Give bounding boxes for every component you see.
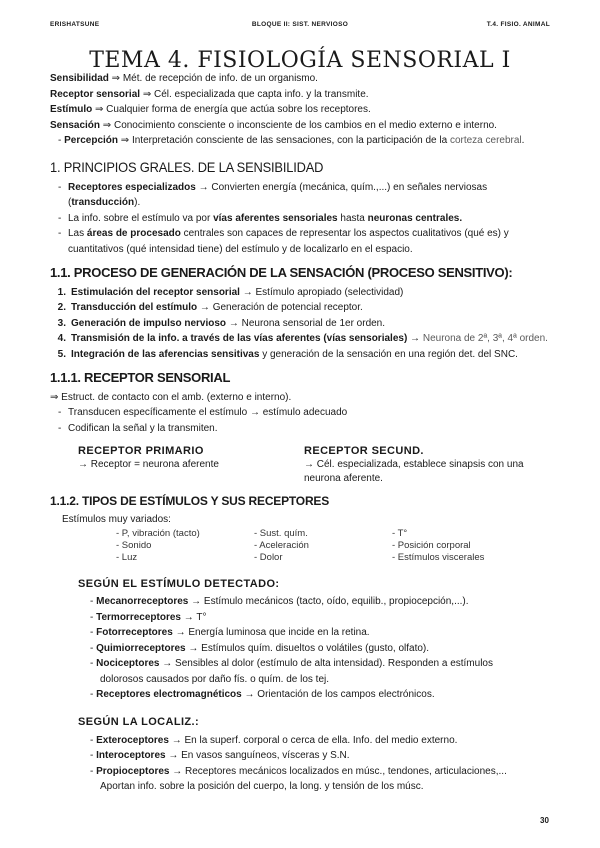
list-item: - Codifican la señal y la transmiten. (58, 422, 218, 434)
document-body (50, 71, 575, 794)
text-line: Estímulos muy variados: (62, 514, 171, 525)
def-sensacion: Sensación ⇒ Conocimiento consciente o inconsciente de los cambios en el medio externo e interno. (50, 119, 497, 131)
list-item: - Exteroceptores → En la superf. corporal o cerca de ella. Info. del medio externo. (90, 734, 458, 746)
section-1-1-2-heading: 1.1.2. TIPOS DE ESTÍMULOS Y SUS RECEPTORES (50, 494, 330, 508)
page-header (50, 20, 550, 32)
list-item: - P, vibración (tacto) (116, 527, 200, 539)
receptor-primario: RECEPTOR PRIMARIO → Receptor = neurona aferente (78, 445, 219, 470)
list-item: - Sust. quím. (254, 527, 308, 539)
receptor-types (50, 444, 575, 486)
list-item: - Dolor (254, 551, 283, 563)
list-item: - Estímulos viscerales (392, 551, 485, 563)
numbered-item: 1. Estimulación del receptor sensorial → Estímulo apropiado (selectividad) (57, 286, 404, 298)
list-item: - Las áreas de procesado centrales son capaces de representar los aspectos cualitativos (qué es) y (58, 228, 509, 239)
page-title: TEMA 4. FISIOLOGÍA SENSORIAL I (89, 48, 511, 73)
header-block: BLOQUE II: SIST. NERVIOSO (251, 21, 349, 28)
stimulus-grid (50, 528, 575, 564)
list-item: - Mecanorreceptores → Estímulo mecánicos (tacto, oído, equilib., propiocepción,...). (90, 596, 469, 607)
list-item: - Nociceptores → Sensibles al dolor (estímulo de alta intensidad). Responden a estímulos (90, 658, 493, 669)
list-item: - La info. sobre el estímulo va por vías aferentes sensoriales hasta neuronas centrales. (58, 212, 463, 224)
numbered-item: 5. Integración de las aferencias sensitivas y generación de la sensación en una región det. del SNC. (57, 348, 518, 360)
numbered-item: 4. Transmisión de la info. a través de las vías aferentes (vías sensoriales) → Neurona de 2ª, 3ª, 4ª orden. (57, 333, 548, 344)
list-item-cont: cuantitativos (qué intensidad tiene) del estímulo y de localizarlo en el espacio. (68, 243, 413, 255)
list-item: - Luz (116, 551, 138, 563)
list-item-cont: Aportan info. sobre la posición del cuerpo, la long. y tensión de los músc. (100, 781, 424, 792)
list-item: - Transducen específicamente el estímulo → estímulo adecuado (58, 407, 348, 418)
list-item: - Sonido (116, 539, 152, 551)
header-topic: T.4. FISIO. ANIMAL (486, 21, 550, 28)
receptor-secundario: RECEPTOR SECUND. → Cél. especializada, establece sinapsis con una neurona aferente. (304, 445, 524, 484)
text-line: ⇒ Estruct. de contacto con el amb. (externo e interno). (50, 391, 292, 403)
header-author: ERISHATSUNE (50, 21, 100, 28)
list-item: - Quimiorreceptores → Estímulos quím. disueltos o volátiles (gusto, olfato). (90, 642, 430, 654)
def-sensibilidad: Sensibilidad ⇒ Mét. de recepción de info. de un organismo. (50, 73, 318, 84)
section-1-heading: 1. PRINCIPIOS GRALES. DE LA SENSIBILIDAD (50, 158, 324, 175)
list-item: - Posición corporal (392, 539, 471, 551)
def-receptor: Receptor sensorial ⇒ Cél. especializada que capta info. y la transmite. (50, 88, 369, 100)
segun-estimulo-heading: SEGÚN EL ESTÍMULO DETECTADO: (78, 577, 280, 590)
list-item: - Propioceptores → Receptores mecánicos localizados en músc., tendones, articulaciones,... (90, 765, 507, 777)
def-estimulo: Estímulo ⇒ Cualquier forma de energía que actúa sobre los receptores. (50, 104, 371, 115)
list-item: - T° (392, 527, 408, 539)
list-item: - Aceleración (254, 539, 309, 551)
numbered-item: 2. Transducción del estímulo → Generación de potencial receptor. (57, 302, 363, 313)
def-percepcion: - Percepción ⇒ Interpretación consciente de las sensaciones, con la participación de la corteza cerebral. (58, 135, 525, 146)
list-item: - Fotorreceptores → Energía luminosa que incide en la retina. (90, 627, 370, 638)
list-item-cont: dolorosos causados por daño fís. o quím. de los tej. (100, 673, 330, 685)
list-item: - Receptores electromagnéticos → Orientación de los campos electrónicos. (90, 688, 435, 700)
segun-localiz-heading: SEGÚN LA LOCALIZ.: (78, 716, 200, 728)
page-number: 30 (540, 816, 549, 825)
section-1-1-heading: 1.1. PROCESO DE GENERACIÓN DE LA SENSACIÓN (PROCESO SENSITIVO): (50, 265, 513, 280)
section-1-1-1-heading: 1.1.1. RECEPTOR SENSORIAL (50, 370, 231, 385)
numbered-item: 3. Generación de impulso nervioso → Neurona sensorial de 1er orden. (57, 317, 386, 329)
list-item: - Interoceptores → En vasos sanguíneos, vísceras y S.N. (90, 750, 350, 761)
list-item: - Receptores especializados → Convierten energía (mecánica, quím.,...) en señales nerviosas (58, 181, 488, 193)
list-item-cont: (transducción). (68, 197, 141, 208)
list-item: - Termorreceptores → T° (90, 611, 207, 623)
